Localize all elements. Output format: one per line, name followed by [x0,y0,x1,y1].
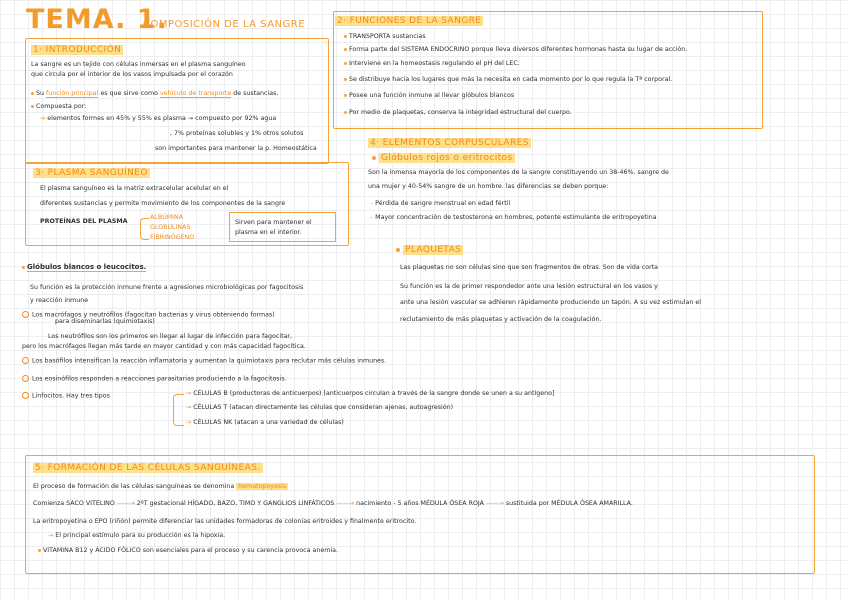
introduccion-line: que circula por el interior de los vasos impulsada por el corazón [31,71,233,78]
chain-step: Comienza SACO VITELINO [33,500,115,507]
funcion-item: Se distribuye hacia los lugares que más la necesita en cada momento por lo que regula la Tª corporal. [344,77,672,83]
formacion-line: VITAMINA B12 y ÁCIDO FÓLICO son esenciales para el proceso y su carencia provoca anemia. [38,548,338,554]
plaquetas-line: ante una lesión vascular se adhieren rápidamente produciendo un tapón. A su vez estimulan el [400,299,701,306]
page-title: TEMA. 1. [26,4,168,35]
plasma-line: diferentes sustancias y permite movimiento de los componentes de la sangre [40,200,286,207]
proteina-item: ALBÚMINA [150,214,184,221]
funcion-principal-bullet: Su función principal es que sirve como vehículo de transporte de sustancias. [31,91,278,97]
plaquetas-line: Las plaquetas no son células sino que son fragmentos de otras. Son de vida corta [400,264,658,271]
plasma-heading: 3· PLASMA SANGUÍNEO [35,168,148,178]
proteina-item: FIBRINÓGENO [150,234,195,241]
proteinas-label: PROTEÍNAS DEL PLASMA [40,218,128,225]
gb-line: y reacción inmune [30,297,89,304]
gr-line: una mujer y 40-54% sangre de un hombre. las diferencias se deben porque: [368,183,609,190]
compuesta-line: son importantes para mantener la p. Homeostática [155,145,317,152]
proteinas-note: Sirven para mantener el plasma en el interior. [235,219,312,237]
funcion-item: Forma parte del SISTEMA ENDOCRINO porque lleva diversos diferentes hormonas hasta su lugar de acción. [344,47,687,53]
gb-item-linfocitos: Linfocitos. Hay tres tipos [22,392,110,400]
funcion-item: Posee una función inmune al llevar glóbulos blancos [344,93,514,99]
compuesta-line: → elementos formes en 45% y 55% es plasma → compuesto por 92% agua [40,115,277,122]
plasma-line: El plasma sanguíneo es la matriz extracelular acelular en el [40,185,229,192]
linfocito-item: → CÉLULAS NK (atacan a una variedad de células) [186,419,344,426]
formacion-line: El proceso de formación de las células sanguíneas se denomina hematopoyesis [33,483,287,490]
introduccion-heading: 1· INTRODUCCIÓN [33,45,122,55]
funcion-item: Por medio de plaquetas, conserva la integridad estructural del cuerpo. [344,110,572,116]
plaquetas-line: reclutamiento de más plaquetas y activación de la coagulación. [400,316,602,323]
gb-item-basofilos: Los basófilos intensifican la reacción inflamatoria y aumentan la quimiotaxis para reclutar más células inmunes. [22,357,386,365]
gb-item-macrofagos-sub: para diseminarlas (quimiotaxis) [55,318,155,325]
chain-step: 2ºT gestacional HÍGADO, BAZO, TIMO Y GANGLIOS LINFÁTICOS [136,500,335,507]
chain-step: nacimiento - 5 años MÉDULA ÓSEA ROJA [356,500,484,507]
gb-item-neutrofilos: Los neutrófilos son los primeros en llegar al lugar de infección para fagocitar, [48,333,293,340]
gb-item-macrofagos: Los macrófagos y neutrófilos (fagocitan bacterias y virus obteniendo formas) [22,311,275,319]
linfocito-item: → CÉLULAS B (productoras de anticuerpos) [anticuerpos circulan a través de la sangre donde se unen a su antígeno] [186,390,555,397]
hematopoyesis-chain: Comienza SACO VITELINO ——→ 2ºT gestacional HÍGADO, BAZO, TIMO Y GANGLIOS LINFÁTICOS ——→ nacimiento - 5 años MÉDULA ÓSEA ROJA ——→ sustituida por MÉDULA ÓSEA AMARILLA. [33,500,633,507]
compuesta-label: Compuesta por: [31,104,86,110]
gr-item: – Pérdida de sangre menstrual en edad fértil [370,200,511,207]
plaquetas-line: Su función es la de primer respondedor ante una lesión estructural en los vasos y [400,283,658,290]
formacion-heading: 5· FORMACIÓN DE LAS CÉLULAS SANGUÍNEAS. [35,463,261,473]
proteina-item: GLOBULINAS [150,224,191,231]
elementos-heading: 4· ELEMENTOS CORPUSCULARES [370,138,529,148]
gb-line: Su función es la protección inmune frente a agresiones microbiológicas por fagocitosis [30,284,304,291]
gr-item: – Mayor concentración de testosterona en hombres, potente estimulante de eritropoyetina [370,214,657,221]
compuesta-line: , 7% proteínas solubles y 1% otros solutos [170,130,304,137]
linfocito-item: → CÉLULAS T (atacan directamente las células que consideran ajenas, autoagresión) [186,404,454,411]
funcion-item: Interviene en la homeostasis regulando el pH del LEC. [344,61,520,67]
funciones-heading: 2· FUNCIONES DE LA SANGRE [337,16,482,26]
chain-step: sustituida por MÉDULA ÓSEA AMARILLA. [505,500,633,507]
gb-item-eosinofilos: Los eosinófilos responden a reacciones parasitarias produciendo a la fagocitosis. [22,375,287,383]
globulos-rojos-heading: Glóbulos rojos o eritrocitos [372,153,515,163]
formacion-line: → El principal estímulo para su producción es la hipoxia. [48,532,226,539]
plaquetas-heading: PLAQUETAS [396,245,463,255]
introduccion-line: La sangre es un tejido con células inmersas en el plasma sanguíneo [31,61,246,68]
formacion-line: La eritropoyetina o EPO (riñón) permite diferenciar las unidades formadoras de colonias eritroides y finalmente eritrocito. [33,518,417,525]
gr-line: Son la inmensa mayoría de los componentes de la sangre constituyendo un 38-46%. sangre de [368,169,669,176]
linfocitos-brace [173,394,184,426]
proteinas-brace [140,218,149,240]
globulos-blancos-heading: Glóbulos blancos o leucocitos. [22,264,146,271]
gb-item-neutrofilos: pero los macrófagos llegan más tarde en mayor cantidad y con más capacidad fagocítica. [22,343,306,350]
page-subtitle: COMPOSICIÓN DE LA SANGRE [143,19,306,30]
funcion-item: TRANSPORTA sustancias [344,34,426,40]
bullet-dot [31,92,34,95]
